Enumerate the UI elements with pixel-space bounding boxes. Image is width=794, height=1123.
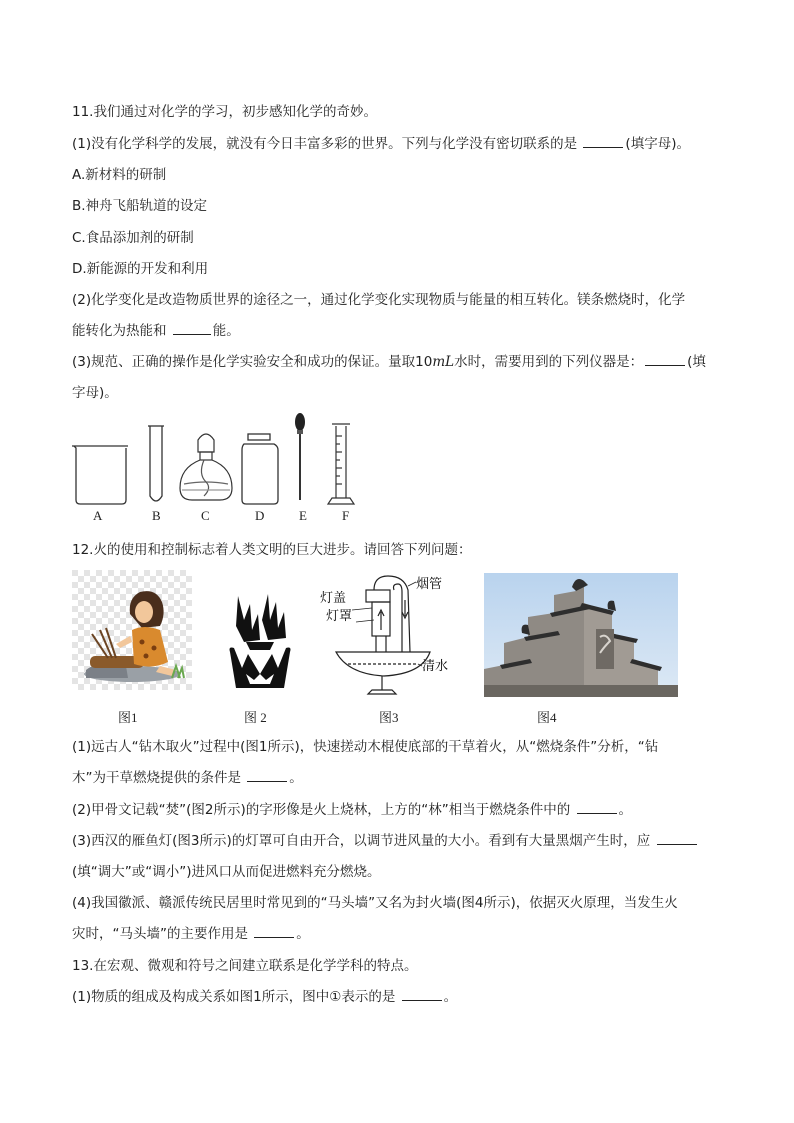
fig4-horse-head-wall-photo bbox=[484, 573, 678, 697]
fig3-label-water: 清水 bbox=[422, 659, 449, 674]
q13-part1-suffix: 。 bbox=[443, 989, 458, 1005]
fig1-caption: 图1 bbox=[118, 710, 138, 725]
q12-part2-text: (2)甲骨文记载“焚”(图2所示)的字形像是火上烧林，上方的“林”相当于燃烧条件中的 bbox=[72, 802, 575, 818]
apparatus-label-e: E bbox=[299, 508, 307, 523]
q12-part1-text: 木”为干草燃烧提供的条件是 bbox=[72, 770, 246, 786]
q11-part1-suffix: (填字母)。 bbox=[625, 136, 690, 152]
q11-part2-text: 能转化为热能和 bbox=[72, 323, 171, 339]
q12-part1-answer-blank[interactable] bbox=[247, 769, 287, 782]
fig2-caption: 图 2 bbox=[244, 710, 267, 725]
q11-part1-answer-blank[interactable] bbox=[583, 135, 623, 148]
q11-part3-line1 bbox=[72, 352, 706, 372]
q12-part2-suffix: 。 bbox=[618, 802, 633, 818]
q11-option-d: D.新能源的开发和利用 bbox=[72, 261, 209, 277]
q11-option-c: C.食品添加剂的研制 bbox=[72, 230, 194, 246]
q11-part1-text: (1)没有化学科学的发展，就没有今日丰富多彩的世界。下列与化学没有密切联系的是 bbox=[72, 136, 582, 152]
q11-part2-suffix: 能。 bbox=[212, 323, 240, 339]
fig3-label-cover: 灯盖 bbox=[320, 591, 347, 606]
q12-part1-line2 bbox=[72, 768, 303, 788]
q11-title: 11.我们通过对化学的学习，初步感知化学的奇妙。 bbox=[72, 104, 377, 120]
fig3-lamp-diagram bbox=[318, 570, 464, 704]
q12-part3-line2: (填“调大”或“调小”)进风口从而促进燃料充分燃烧。 bbox=[72, 864, 381, 880]
q11-part2-line2 bbox=[72, 321, 240, 341]
q12-part4-suffix: 。 bbox=[296, 926, 310, 942]
q12-title: 12.火的使用和控制标志着人类文明的巨大进步。请回答下列问题： bbox=[72, 542, 472, 558]
q13-part1-mid: 表示的是 bbox=[341, 989, 400, 1005]
dropper-icon bbox=[295, 413, 305, 500]
lab-apparatus-figure bbox=[66, 412, 366, 524]
q11-option-a: A.新材料的研制 bbox=[72, 167, 167, 183]
test-tube-icon bbox=[148, 426, 164, 501]
q13-part1-text: (1)物质的组成及构成关系如图1所示，图中 bbox=[72, 989, 330, 1005]
circled-number-1: ① bbox=[329, 989, 342, 1005]
fig1-caveman-fire-drill-image bbox=[72, 570, 192, 690]
apparatus-label-d: D bbox=[255, 508, 265, 523]
q12-part2-answer-blank[interactable] bbox=[577, 801, 617, 814]
apparatus-label-a: A bbox=[93, 508, 103, 523]
apparatus-label-f: F bbox=[342, 508, 350, 523]
fig3-label-chimney: 烟管 bbox=[416, 577, 443, 592]
q13-part1 bbox=[72, 987, 457, 1007]
graduated-cylinder-icon bbox=[328, 424, 354, 504]
q11-part2-line1: (2)化学变化是改造物质世界的途径之一，通过化学变化实现物质与能量的相互转化。镁条燃烧时，化学 bbox=[72, 292, 686, 308]
q12-part3-line1 bbox=[72, 831, 699, 851]
q12-part2 bbox=[72, 800, 632, 820]
q11-part1 bbox=[72, 134, 690, 154]
q11-part3-unit: mL bbox=[432, 354, 455, 370]
q11-part3-mid: 水时，需要用到的下列仪器是： bbox=[454, 354, 644, 370]
fig3-label-shade: 灯罩 bbox=[326, 609, 353, 624]
q12-part4-text: 灾时，“马头墙”的主要作用是 bbox=[72, 926, 253, 942]
q12-part4-answer-blank[interactable] bbox=[254, 925, 294, 938]
apparatus-label-c: C bbox=[201, 508, 210, 523]
fig2-oracle-bone-character-image bbox=[224, 590, 296, 694]
q12-part1-line1: (1)远古人“钻木取火”过程中(图1所示)，快速搓动木棍使底部的干草着火，从“燃烧条件”分析，“钻 bbox=[72, 739, 659, 755]
q12-part1-suffix: 。 bbox=[289, 770, 303, 786]
lamp-cover bbox=[366, 590, 390, 602]
q11-option-b: B.神舟飞船轨道的设定 bbox=[72, 198, 208, 214]
q13-part1-answer-blank[interactable] bbox=[402, 988, 442, 1001]
q11-part3-text: (3)规范、正确的操作是化学实验安全和成功的保证。量取10 bbox=[72, 354, 433, 370]
q11-part3-line2: 字母)。 bbox=[72, 385, 118, 401]
q12-part3-answer-blank[interactable] bbox=[657, 832, 697, 845]
jar-icon bbox=[242, 434, 278, 504]
q12-part3-text: (3)西汉的雁鱼灯(图3所示)的灯罩可自由开合，以调节进风量的大小。看到有大量黑烟产生时，应 bbox=[72, 833, 655, 849]
q11-part3-suffix: (填 bbox=[687, 354, 706, 370]
q12-part4-line1: (4)我国徽派、赣派传统民居里时常见到的“马头墙”又名为封火墙(图4所示)，依据灭火原理，当发生火 bbox=[72, 895, 678, 911]
alcohol-lamp-icon bbox=[180, 434, 232, 500]
q13-title: 13.在宏观、微观和符号之间建立联系是化学学科的特点。 bbox=[72, 958, 418, 974]
q11-part3-answer-blank[interactable] bbox=[645, 353, 685, 366]
q11-part2-answer-blank[interactable] bbox=[173, 322, 211, 335]
fig3-caption: 图3 bbox=[379, 710, 399, 725]
fig4-caption: 图4 bbox=[537, 710, 557, 725]
apparatus-label-b: B bbox=[152, 508, 161, 523]
beaker-icon bbox=[72, 446, 128, 504]
q12-part4-line2 bbox=[72, 924, 310, 944]
